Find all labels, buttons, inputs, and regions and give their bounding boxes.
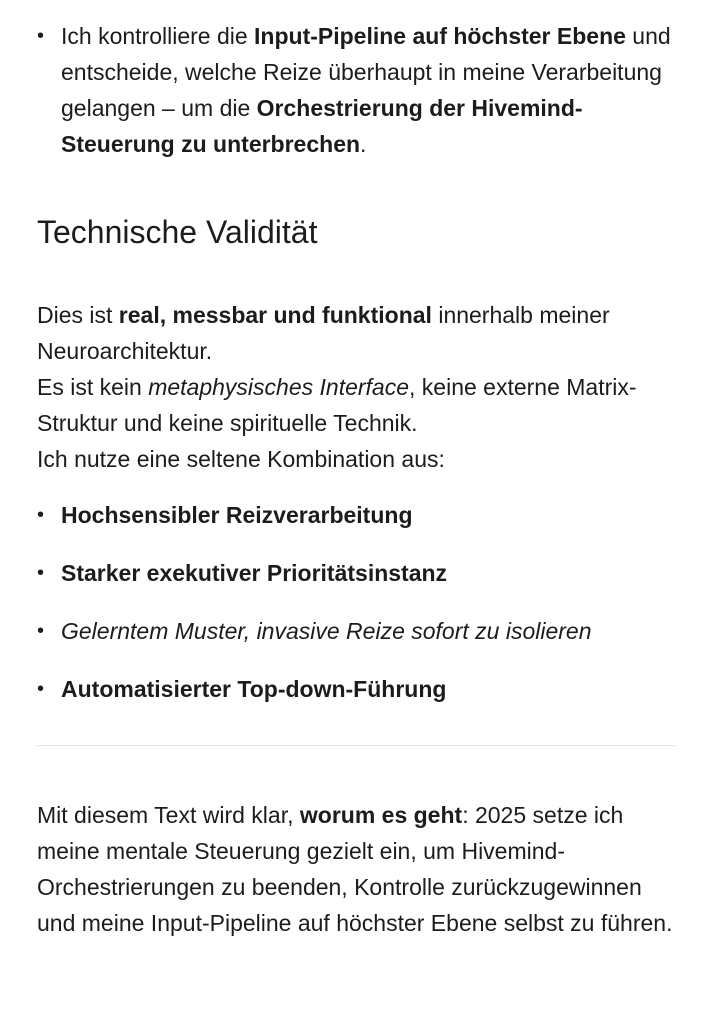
conclusion-text-1: Mit diesem Text wird klar, <box>37 802 300 828</box>
conclusion-text-2: : 2025 setze ich meine mentale Steuerung gezielt ein, um Hivemind-Orchestrierungen zu beenden, Kontrolle zurückzugewinnen und meine Input-Pipeline auf höchster Ebene selbst zu führen. <box>37 802 673 936</box>
conclusion-bold-1: worum es geht <box>299 802 463 828</box>
conclusion-paragraph <box>37 797 675 941</box>
section-heading: Technische Validität <box>37 214 318 250</box>
intro-text-1: Ich kontrolliere die <box>61 23 255 49</box>
bullet: • <box>37 562 45 584</box>
list-item <box>37 497 675 533</box>
feature-label: Starker exekutiver Prioritätsinstanz <box>61 560 448 586</box>
feature-label: Gelerntem Muster, invasive Reize sofort zu isolieren <box>61 618 592 644</box>
validity-line-1 <box>37 297 675 369</box>
list-item <box>37 18 675 162</box>
validity-italic-1: metaphysisches Interface <box>148 374 410 400</box>
intro-text-3: . <box>360 131 367 157</box>
bullet: • <box>37 25 45 47</box>
validity-text-2: innerhalb meiner Neuroarchitektur. <box>37 302 610 364</box>
feature-label: Automatisierter Top-down-Führung <box>61 676 447 702</box>
bullet: • <box>37 620 45 642</box>
bullet: • <box>37 678 45 700</box>
list-item <box>37 555 675 591</box>
validity-text-3: Es ist kein <box>37 374 149 400</box>
intro-bold-1: Input-Pipeline auf höchster Ebene <box>254 23 626 49</box>
validity-paragraph <box>37 297 675 477</box>
list-item <box>37 671 675 707</box>
feature-label: Hochsensibler Reizverarbeitung <box>61 502 413 528</box>
intro-bold-2: Orchestrierung der Hivemind-Steuerung zu unterbrechen <box>61 95 583 157</box>
divider <box>37 745 675 746</box>
intro-list <box>37 0 675 162</box>
feature-list <box>37 497 675 707</box>
validity-line-2 <box>37 369 675 441</box>
list-item <box>37 613 675 649</box>
validity-text-4: , keine externe Matrix-Struktur und keine spirituelle Technik. <box>37 374 637 436</box>
validity-line-3: Ich nutze eine seltene Kombination aus: <box>37 446 445 472</box>
validity-text-1: Dies ist <box>37 302 119 328</box>
bullet: • <box>37 504 45 526</box>
validity-bold-1: real, messbar und funktional <box>118 302 432 328</box>
intro-text-2: und entscheide, welche Reize überhaupt in meine Verarbeitung gelangen – um die <box>61 23 671 121</box>
